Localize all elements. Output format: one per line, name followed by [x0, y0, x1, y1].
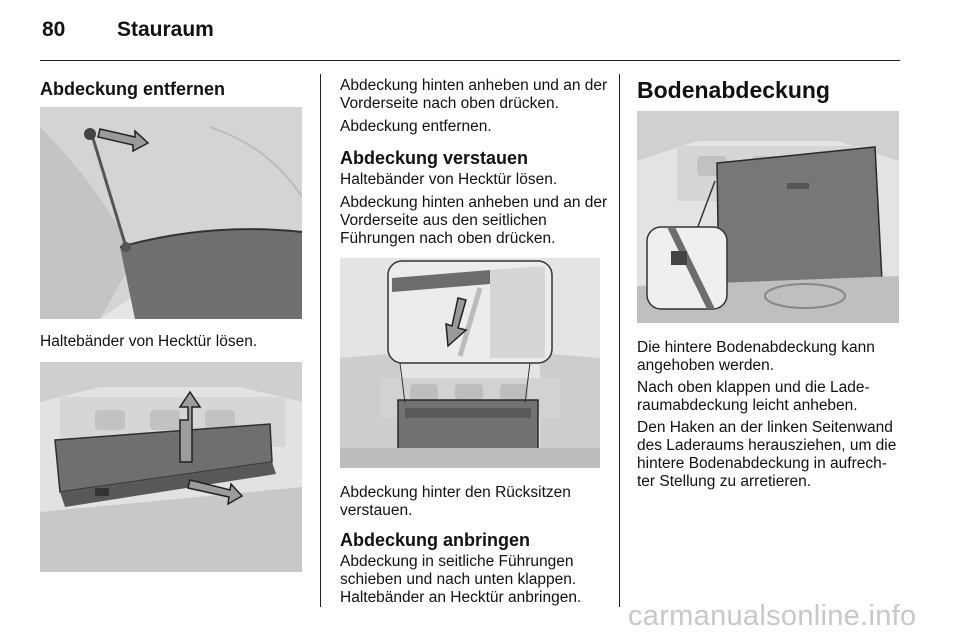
para-floor-fold-up: Nach oben klappen und die Lade-raumabdeckung leicht anheben.	[637, 379, 870, 414]
heading-remove-cover: Abdeckung entfernen	[40, 79, 226, 99]
caption-release-straps: Haltebänder von Hecktür lösen.	[40, 333, 258, 350]
para-floor-hook: Den Haken an der linken Seitenwand des Laderaums herausziehen, um die hintere Bodenabdeckung in aufrech-ter Stellung zu arretieren.	[637, 419, 897, 490]
page-number: 80	[42, 18, 66, 41]
figure-remove-cover-strap	[40, 107, 302, 319]
heading-stow-cover: Abdeckung verstauen	[340, 148, 529, 168]
para-stow-lift: Abdeckung hinten anheben und an der Vorderseite aus den seitlichen Führungen nach oben drücken.	[340, 194, 608, 247]
para-remove-cover: Abdeckung entfernen.	[340, 118, 492, 135]
figure-stow-cover	[340, 258, 600, 468]
figure-floor-cover	[637, 111, 899, 323]
column-divider-2	[619, 74, 620, 607]
watermark: carmanualsonline.info	[628, 600, 917, 632]
heading-attach-cover: Abdeckung anbringen	[340, 530, 531, 550]
para-lift-cover: Abdeckung hinten anheben und an der Vorderseite nach oben drücken.	[340, 77, 608, 112]
para-stow-behind-seats: Abdeckung hinter den Rücksitzen verstauen.	[340, 484, 571, 519]
para-stow-release-straps: Haltebänder von Hecktür lösen.	[340, 171, 558, 188]
column-divider-1	[320, 74, 321, 607]
para-attach-cover: Abdeckung in seitliche Führungen schieben und nach unten klappen. Haltebänder an Hecktür anbringen.	[340, 553, 582, 606]
section-title: Stauraum	[117, 18, 214, 41]
figure-lift-cover	[40, 362, 302, 572]
header-rule	[40, 60, 900, 61]
para-floor-lift: Die hintere Bodenabdeckung kann angehoben werden.	[637, 339, 875, 374]
heading-floor-cover: Bodenabdeckung	[637, 77, 830, 103]
